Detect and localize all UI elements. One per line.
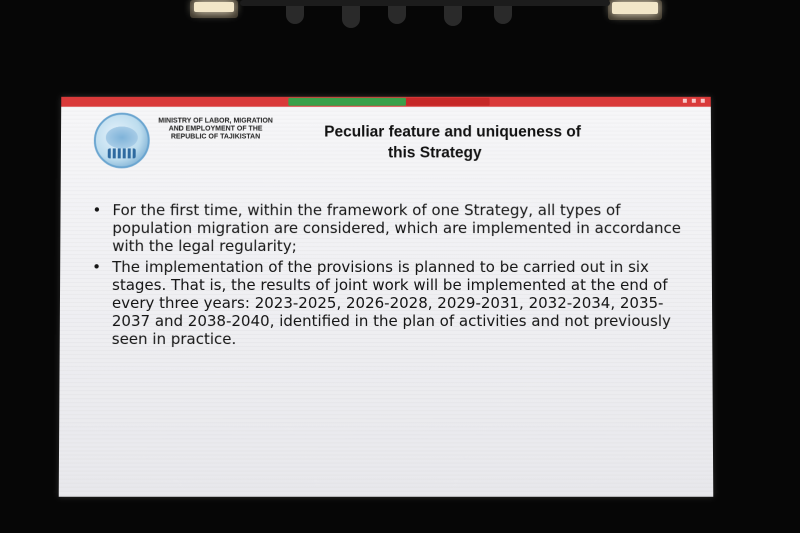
bullet-item — [88, 201, 688, 255]
ceiling-lamp-left — [190, 0, 238, 18]
screen-share-indicator[interactable] — [288, 98, 406, 106]
projection-screen — [59, 97, 714, 497]
stage-lights — [0, 0, 800, 60]
presentation-toolbar — [61, 97, 711, 107]
slide-title-line2: this Strategy — [387, 144, 482, 162]
ceiling-lamp-right — [608, 0, 662, 20]
stop-sharing-button[interactable] — [406, 98, 490, 106]
bullet-text: The implementation of the provisions is planned to be carried out in six stages. That is, the results of joint work will be implemented at the end of every three years: 2023-2025, 2026-2028, 2029-2031, 2032-2034, 2035-2037 and 2038-2040, identified in the plan of activities and not previously seen in practice. — [111, 258, 671, 349]
close-icon[interactable] — [701, 99, 705, 103]
window-icon[interactable] — [683, 99, 687, 103]
slide — [59, 107, 714, 497]
ministry-emblem-icon — [94, 113, 150, 169]
slide-title-line1: Peculiar feature and uniqueness of — [324, 123, 581, 141]
window-icon[interactable] — [692, 99, 696, 103]
bullet-text: For the first time, within the framework of one Strategy, all types of population migration are considered, which are implemented in accordance with the legal regularity; — [112, 201, 682, 256]
toolbar-icons — [683, 99, 705, 103]
spotlight-fixture — [342, 6, 360, 28]
bullet-dot: • — [92, 201, 102, 220]
bullet-item — [88, 258, 689, 348]
bullet-list — [88, 201, 689, 351]
slide-title — [300, 122, 629, 164]
ministry-name: MINISTRY OF LABOR, MIGRATION AND EMPLOYMENT OF THE REPUBLIC OF TAJIKISTAN — [158, 117, 273, 141]
bullet-dot: • — [92, 258, 102, 277]
truss-bar — [240, 0, 610, 6]
spotlight-fixture — [444, 4, 462, 26]
